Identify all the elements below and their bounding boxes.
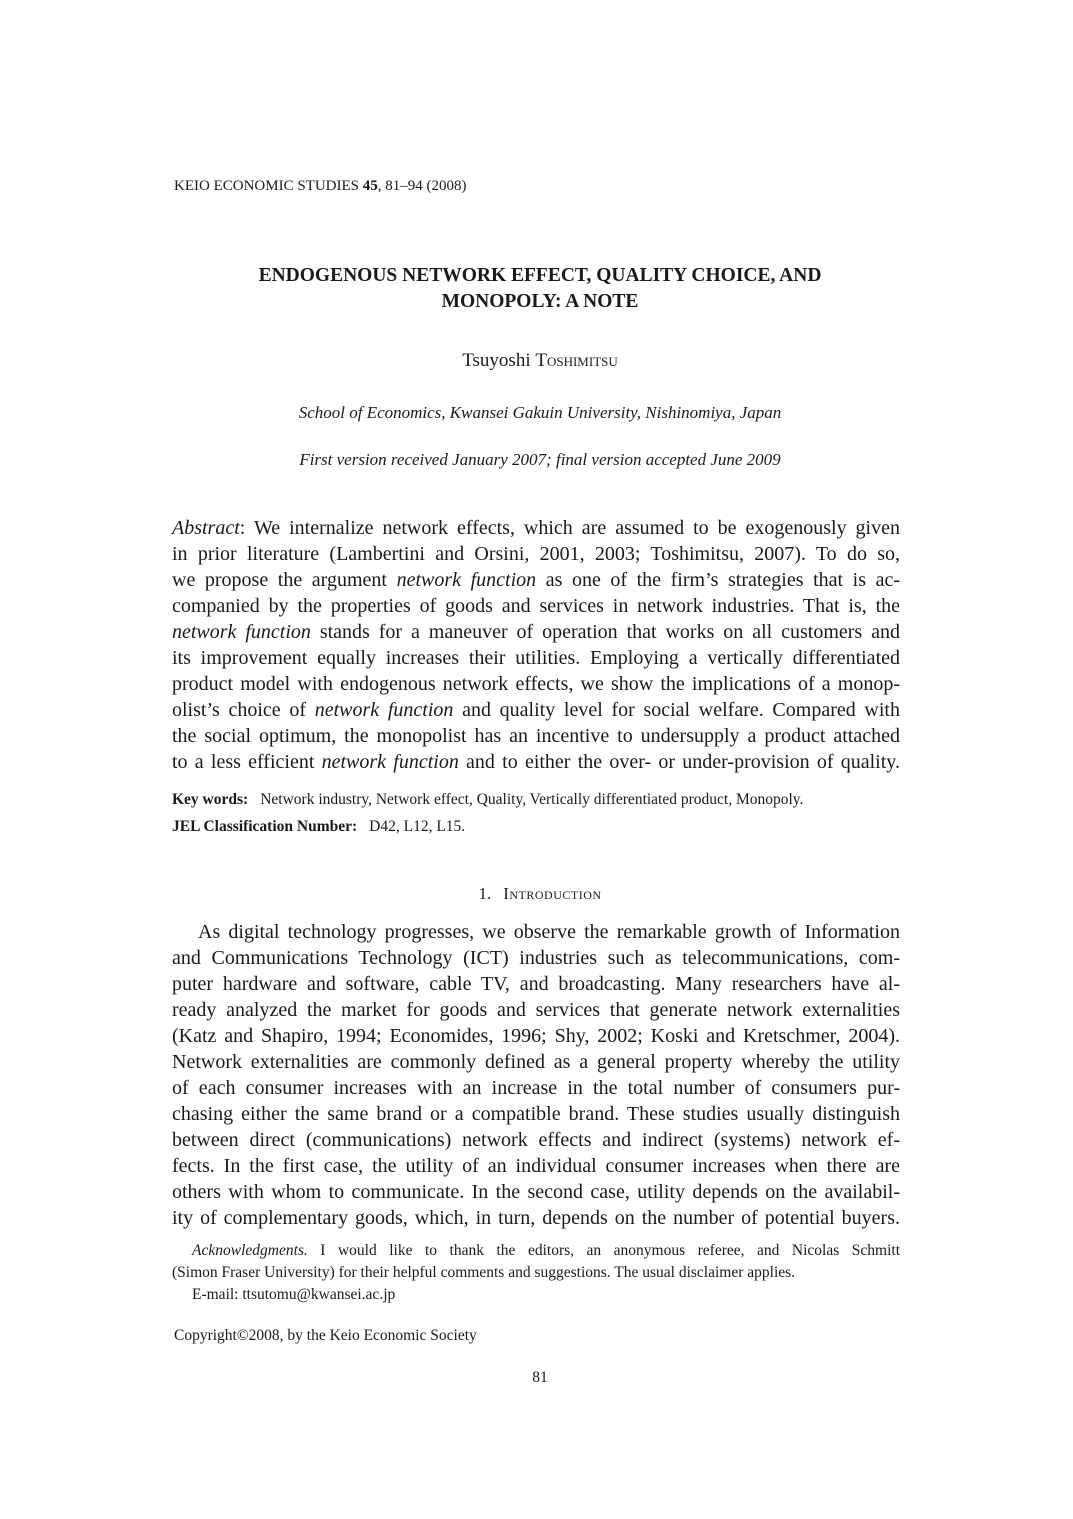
acknowledgments-line: Acknowledgments. I would like to thank the editors, an anonymous referee, and Nicolas Schmitt	[192, 1242, 900, 1259]
journal-name: KEIO ECONOMIC STUDIES	[174, 178, 359, 194]
email: E-mail: ttsutomu@kwansei.ac.jp	[192, 1286, 396, 1303]
jel-value: D42, L12, L15.	[369, 818, 466, 835]
paper-title-line-1: ENDOGENOUS NETWORK EFFECT, QUALITY CHOICE, AND	[258, 265, 822, 286]
body-line: ready analyzed the market for goods and services that generate network externalities	[172, 999, 900, 1021]
body-line: others with whom to communicate. In the second case, utility depends on the availabil-	[172, 1181, 900, 1203]
abstract-line: to a less efficient network function and to either the over- or under-provision of quality.	[172, 751, 900, 773]
keywords	[172, 791, 803, 809]
author	[160, 350, 920, 372]
abstract-label: Abstract	[172, 517, 240, 539]
body-line: of each consumer increases with an increase in the total number of consumers pur-	[172, 1077, 900, 1099]
author-given-name: Tsuyoshi	[462, 350, 531, 371]
abstract-line: network function stands for a maneuver of operation that works on all customers and	[172, 621, 900, 643]
jel-classification	[172, 818, 465, 836]
abstract-line: product model with endogenous network effects, we show the implications of a monop-	[172, 673, 900, 695]
body-line: fects. In the first case, the utility of an individual consumer increases when there are	[172, 1155, 900, 1177]
acknowledgments-label: Acknowledgments.	[192, 1242, 308, 1259]
journal-volume: 45	[362, 178, 378, 194]
abstract-line: Abstract: We internalize network effects, which are assumed to be exogenously given	[172, 517, 900, 539]
page-number: 81	[532, 1369, 548, 1386]
copyright: Copyright©2008, by the Keio Economic Society	[174, 1327, 477, 1344]
section-title: Introduction	[503, 884, 602, 903]
affiliation: School of Economics, Kwansei Gakuin University, Nishinomiya, Japan	[298, 403, 782, 422]
keywords-value: Network industry, Network effect, Quality, Vertically differentiated product, Monopoly.	[260, 791, 804, 808]
keywords-label: Key words:	[172, 791, 249, 808]
abstract-line: in prior literature (Lambertini and Orsini, 2001, 2003; Toshimitsu, 2007). To do so,	[172, 543, 900, 565]
abstract-line: we propose the argument network function as one of the firm’s strategies that is ac-	[172, 569, 900, 591]
jel-label: JEL Classification Number:	[172, 818, 358, 835]
body-line: ity of complementary goods, which, in turn, depends on the number of potential buyers.	[172, 1207, 900, 1229]
body-line: Network externalities are commonly defined as a general property whereby the utility	[172, 1051, 900, 1073]
body-line: (Katz and Shapiro, 1994; Economides, 1996; Shy, 2002; Koski and Kretschmer, 2004).	[172, 1025, 900, 1047]
acknowledgments-line: (Simon Fraser University) for their helpful comments and suggestions. The usual disclaimer applies.	[172, 1264, 796, 1281]
abstract-line: companied by the properties of goods and services in network industries. That is, the	[172, 595, 900, 617]
abstract-line: its improvement equally increases their utilities. Employing a vertically differentiated	[172, 647, 900, 669]
author-family-name: Toshimitsu	[535, 350, 618, 371]
submission-history: First version received January 2007; final version accepted June 2009	[299, 450, 781, 469]
abstract-line: olist’s choice of network function and quality level for social welfare. Compared with	[172, 699, 900, 721]
journal-pages-year: , 81–94 (2008)	[377, 178, 467, 194]
section-heading	[160, 884, 920, 904]
paper-title-line-2: MONOPOLY: A NOTE	[441, 291, 639, 312]
body-line: puter hardware and software, cable TV, and broadcasting. Many researchers have al-	[172, 973, 900, 995]
journal-reference	[174, 178, 467, 195]
body-line: between direct (communications) network effects and indirect (systems) network ef-	[172, 1129, 900, 1151]
body-line: and Communications Technology (ICT) industries such as telecommunications, com-	[172, 947, 900, 969]
body-line: As digital technology progresses, we observe the remarkable growth of Information	[198, 921, 900, 943]
abstract-line: the social optimum, the monopolist has an incentive to undersupply a product attached	[172, 725, 900, 747]
section-number: 1.	[478, 884, 492, 903]
body-line: chasing either the same brand or a compatible brand. These studies usually distinguish	[172, 1103, 900, 1125]
